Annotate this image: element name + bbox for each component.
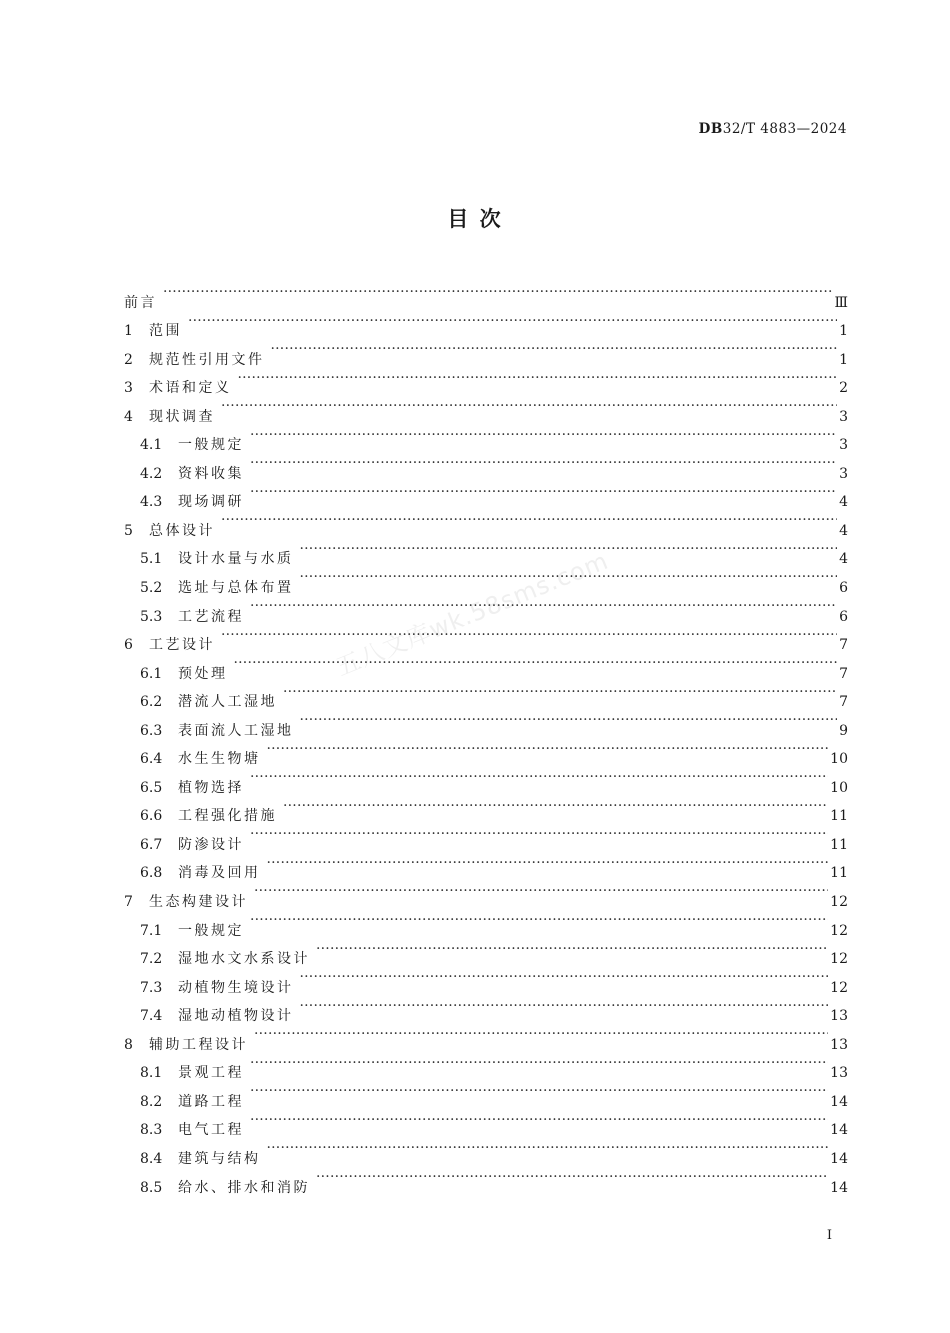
toc-entry-page: 6 xyxy=(839,580,848,597)
toc-entry-page: 13 xyxy=(830,1008,848,1025)
toc-entry-number: 8 xyxy=(124,1036,133,1053)
toc-entry-page: 10 xyxy=(830,751,848,768)
toc-entry-page: 11 xyxy=(830,865,848,882)
toc-entry-label: 术语和定义 xyxy=(149,380,232,397)
toc-entry-page: 7 xyxy=(839,637,848,654)
toc-entry-number: 6.5 xyxy=(140,779,163,796)
toc-entry-label: 资料收集 xyxy=(178,465,244,482)
page-title: 目 次 xyxy=(447,207,503,231)
dot-leader xyxy=(300,706,838,735)
toc-entry-label: 辅助工程设计 xyxy=(149,1036,248,1053)
toc-entry-label: 总体设计 xyxy=(149,522,215,539)
toc-entry-label: 湿地水文水系设计 xyxy=(178,951,310,968)
toc-entry-page: 11 xyxy=(830,836,848,853)
toc-entry-number: 5.3 xyxy=(140,608,163,625)
toc-entry-number: 5.2 xyxy=(140,580,163,597)
toc-entry-label: 消毒及回用 xyxy=(178,865,261,882)
toc-entry-label: 预处理 xyxy=(178,665,228,682)
toc-entry-number: 6.3 xyxy=(140,722,163,739)
toc-entry-page: 1 xyxy=(839,351,848,368)
toc-entry-number: 6.8 xyxy=(140,865,163,882)
dot-leader xyxy=(300,963,829,992)
dot-leader xyxy=(250,421,837,450)
toc-entry-page: 6 xyxy=(839,608,848,625)
toc-entry-page: 3 xyxy=(839,408,848,425)
dot-leader xyxy=(250,449,837,478)
toc-entry-number: 8.4 xyxy=(140,1150,163,1167)
toc-entry-label: 动植物生境设计 xyxy=(178,979,294,996)
toc-entry-number: 4.2 xyxy=(140,465,163,482)
toc-entry-number: 8.3 xyxy=(140,1122,163,1139)
toc-entry-page: 1 xyxy=(839,323,848,340)
watermark: 五八文库wk.58sms.com xyxy=(332,546,613,682)
toc-entry-page: 12 xyxy=(830,922,848,939)
toc-entry-label: 工艺设计 xyxy=(149,637,215,654)
toc-entry-label: 范围 xyxy=(149,323,182,340)
toc-entry-page: 12 xyxy=(830,979,848,996)
dot-leader xyxy=(250,820,828,849)
toc-entry-number: 6.7 xyxy=(140,836,163,853)
toc-entry-label: 现状调查 xyxy=(149,408,215,425)
dot-leader xyxy=(267,1134,829,1163)
toc-entry-number: 7.3 xyxy=(140,979,163,996)
toc-entry-label: 一般规定 xyxy=(178,922,244,939)
toc-entry-number: 6.1 xyxy=(140,665,163,682)
toc-entry-label: 工程强化措施 xyxy=(178,808,277,825)
toc-entry-page: 4 xyxy=(839,551,848,568)
toc-entry[interactable] xyxy=(124,535,848,568)
dot-leader xyxy=(250,1077,828,1106)
toc-entry[interactable] xyxy=(124,621,848,654)
toc-entry-page: 14 xyxy=(830,1122,848,1139)
toc-entry-number: 1 xyxy=(124,323,133,340)
toc-entry-number: 4.1 xyxy=(140,437,163,454)
toc-entry-page: 3 xyxy=(839,465,848,482)
standard-code-prefix: DB xyxy=(698,121,723,137)
toc-entry[interactable] xyxy=(124,307,848,340)
toc-entry-page: 3 xyxy=(839,437,848,454)
toc-entry-number: 7.1 xyxy=(140,922,163,939)
table-of-contents xyxy=(124,278,848,1196)
toc-entry-label: 生态构建设计 xyxy=(149,894,248,911)
standard-code-rest: 32/T 4883—2024 xyxy=(722,121,847,137)
toc-entry-label: 选址与总体布置 xyxy=(178,580,294,597)
toc-entry-label: 防渗设计 xyxy=(178,836,244,853)
toc-entry-number: 4 xyxy=(124,408,133,425)
toc-entry-number: 8.5 xyxy=(140,1179,163,1196)
dot-leader xyxy=(221,621,837,650)
dot-leader xyxy=(254,877,828,906)
toc-entry-page: Ⅲ xyxy=(834,294,848,311)
toc-entry[interactable] xyxy=(124,278,848,311)
toc-entry-label: 湿地动植物设计 xyxy=(178,1008,294,1025)
toc-entry-number: 6 xyxy=(124,637,133,654)
toc-entry[interactable] xyxy=(124,506,848,539)
dot-leader xyxy=(271,335,838,364)
toc-entry-label: 景观工程 xyxy=(178,1065,244,1082)
toc-entry-label: 给水、排水和消防 xyxy=(178,1179,310,1196)
toc-entry[interactable] xyxy=(124,678,848,711)
dot-leader xyxy=(188,307,837,336)
toc-entry-page: 4 xyxy=(839,494,848,511)
toc-entry-page: 10 xyxy=(830,779,848,796)
toc-entry-page: 14 xyxy=(830,1179,848,1196)
dot-leader xyxy=(316,1163,828,1192)
toc-entry-label: 潜流人工湿地 xyxy=(178,694,277,711)
dot-leader xyxy=(250,906,828,935)
toc-entry-number: 6.4 xyxy=(140,751,163,768)
toc-entry-page: 14 xyxy=(830,1093,848,1110)
toc-entry-number: 2 xyxy=(124,351,133,368)
toc-entry[interactable] xyxy=(124,392,848,425)
dot-leader xyxy=(238,364,838,393)
toc-entry-number: 7 xyxy=(124,894,133,911)
toc-entry-number: 6.6 xyxy=(140,808,163,825)
toc-entry-label: 一般规定 xyxy=(178,437,244,454)
toc-entry-label: 建筑与结构 xyxy=(178,1150,261,1167)
standard-code xyxy=(699,121,847,137)
toc-entry-page: 4 xyxy=(839,522,848,539)
dot-leader xyxy=(283,678,837,707)
toc-entry-number: 4.3 xyxy=(140,494,163,511)
toc-entry[interactable] xyxy=(124,649,848,682)
toc-entry-page: 12 xyxy=(830,951,848,968)
toc-entry-label: 设计水量与水质 xyxy=(178,551,294,568)
dot-leader xyxy=(254,1020,828,1049)
toc-entry-page: 13 xyxy=(830,1065,848,1082)
toc-entry-number: 3 xyxy=(124,380,133,397)
dot-leader xyxy=(163,278,832,307)
toc-entry[interactable] xyxy=(124,335,848,368)
toc-entry-page: 7 xyxy=(839,665,848,682)
toc-entry-number: 6.2 xyxy=(140,694,163,711)
toc-entry-label: 电气工程 xyxy=(178,1122,244,1139)
dot-leader xyxy=(221,392,837,421)
page-number: I xyxy=(826,1228,832,1243)
dot-leader xyxy=(300,992,829,1021)
dot-leader xyxy=(221,506,837,535)
toc-entry-number: 8.2 xyxy=(140,1093,163,1110)
toc-entry-number: 8.1 xyxy=(140,1065,163,1082)
toc-entry-page: 2 xyxy=(839,380,848,397)
toc-entry-label: 道路工程 xyxy=(178,1093,244,1110)
toc-entry-number: 7.4 xyxy=(140,1008,163,1025)
toc-entry-page: 13 xyxy=(830,1036,848,1053)
dot-leader xyxy=(316,935,828,964)
toc-entry-number: 5.1 xyxy=(140,551,163,568)
toc-entry-page: 11 xyxy=(830,808,848,825)
toc-entry-label: 工艺流程 xyxy=(178,608,244,625)
toc-entry[interactable] xyxy=(124,421,848,454)
toc-entry-number: 5 xyxy=(124,522,133,539)
toc-entry-label: 前言 xyxy=(124,294,157,311)
dot-leader xyxy=(250,1049,828,1078)
toc-entry-label: 表面流人工湿地 xyxy=(178,722,294,739)
toc-entry-label: 现场调研 xyxy=(178,494,244,511)
dot-leader xyxy=(267,849,829,878)
dot-leader xyxy=(267,735,829,764)
toc-entry-page: 7 xyxy=(839,694,848,711)
dot-leader xyxy=(234,649,838,678)
toc-entry-page: 9 xyxy=(839,722,848,739)
toc-entry-page: 12 xyxy=(830,894,848,911)
dot-leader xyxy=(250,478,837,507)
dot-leader xyxy=(250,763,828,792)
toc-entry-label: 水生生物塘 xyxy=(178,751,261,768)
toc-entry-label: 规范性引用文件 xyxy=(149,351,265,368)
dot-leader xyxy=(250,1106,828,1135)
toc-entry-label: 植物选择 xyxy=(178,779,244,796)
dot-leader xyxy=(283,792,828,821)
toc-entry-number: 7.2 xyxy=(140,951,163,968)
toc-entry-page: 14 xyxy=(830,1150,848,1167)
